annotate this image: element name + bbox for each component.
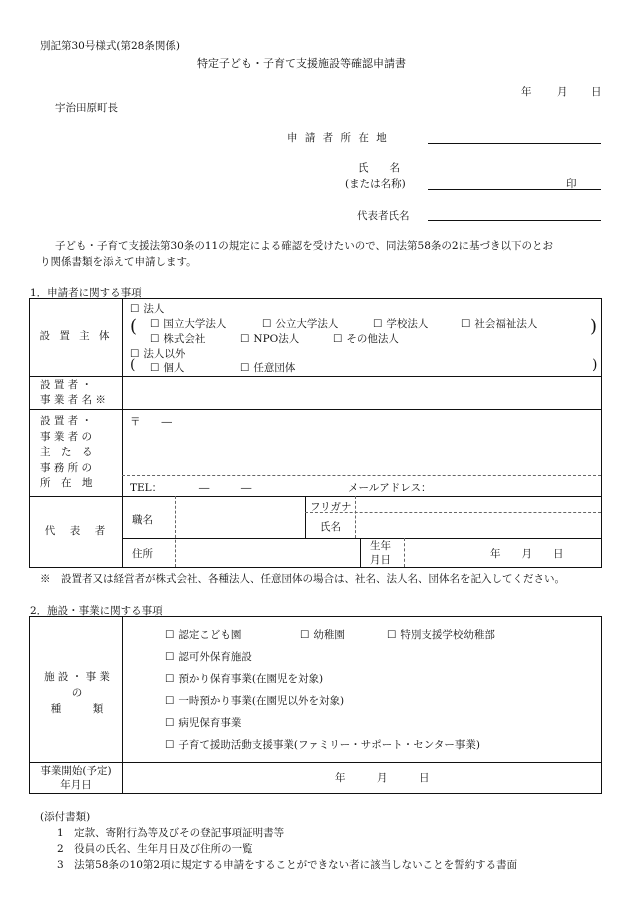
bracket-close-2: ) [592,357,598,373]
applicant-name-label-sub: (または名称) [345,178,406,190]
checkbox-other-corp[interactable]: ☐ その他法人 [333,331,399,346]
checkbox-national-univ[interactable]: ☐ 国立大学法人 [150,316,226,331]
checkbox-non-corp[interactable]: ☐ 法人以外 [130,346,185,361]
bracket-open-2: ( [130,357,136,373]
date-year: 年 [521,86,532,98]
furigana-label: フリガナ [310,501,352,513]
representative-label: 代 表 者 [44,525,108,537]
addressee: 宇治田原町長 [55,102,118,114]
page-title: 特定子ども・子育て支援施設等確認申請書 [197,57,406,70]
attachments-heading: (添付書類) [40,811,91,823]
postal-code-field[interactable]: 〒 ― [130,416,172,428]
address-label: 住所 [132,548,153,560]
attachment-item-2: 2 役員の氏名、生年月日及び住所の一覧 [57,843,253,855]
seal-mark: 印 [566,178,577,190]
checkbox-individual[interactable]: ☐ 個人 [150,360,184,375]
founder-name-label: 設 置 者 ・ 事 業 者 名 ※ [40,379,106,406]
date-month: 月 [557,86,568,98]
facility-table [29,616,602,794]
attachment-item-1: 1 定款、寄附行為等及びその登記事項証明書等 [57,827,285,839]
section2-heading: 2．施設・事業に関する事項 [30,605,163,617]
founder-name-field[interactable] [123,377,601,408]
applicant-address-field[interactable] [428,143,601,144]
checkbox-temporary-care[interactable]: ☐ 一時預かり事業(在園児以外を対象) [165,693,344,708]
applicant-name-label: 氏 名 [358,162,400,174]
birthdate-field[interactable]: 年 月 日 [490,548,564,560]
representative-name-label: 代表者氏名 [357,210,410,222]
checkbox-kindergarten[interactable]: ☐ 幼稚園 [300,627,345,642]
form-number: 別記第30号様式(第28条関係) [40,40,180,52]
checkbox-social-welfare[interactable]: ☐ 社会福祉法人 [461,316,537,331]
position-label: 職名 [132,514,153,526]
checkbox-extended-care[interactable]: ☐ 預かり保育事業(在園児を対象) [165,671,323,686]
checkbox-stock-company[interactable]: ☐ 株式会社 [150,331,205,346]
checkbox-school-corp[interactable]: ☐ 学校法人 [373,316,428,331]
representative-name-field[interactable] [428,220,601,221]
checkbox-npo[interactable]: ☐ NPO法人 [240,331,299,346]
date-day: 日 [591,86,602,98]
email-field[interactable]: メールアドレス： [348,482,432,494]
birthdate-label: 生年 月日 [370,540,391,566]
section1-heading: 1．申請者に関する事項 [30,287,142,299]
attachment-item-3: 3 法第58条の10第2項に規定する申請をすることができない者に該当しないことを誓約する書面 [57,859,518,871]
checkbox-corp[interactable]: ☐ 法人 [130,301,164,316]
start-date-field[interactable]: 年 月 日 [335,772,430,784]
checkbox-public-univ[interactable]: ☐ 公立大学法人 [262,316,338,331]
bracket-open: ( [130,316,138,337]
checkbox-special-support[interactable]: ☐ 特別支援学校幼稚部 [387,627,495,642]
checkbox-voluntary-group[interactable]: ☐ 任意団体 [240,360,295,375]
founder-label: 設 置 主 体 [39,330,113,342]
applicant-table [29,298,602,568]
start-date-label: 事業開始(予定) 年月日 [40,765,112,791]
office-address-label: 設 置 者 ・ 事 業 者 の 主 た る 事 務 所 の 所 在 地 [40,415,93,489]
checkbox-sick-child-care[interactable]: ☐ 病児保育事業 [165,715,241,730]
checkbox-unlicensed-nursery[interactable]: ☐ 認可外保育施設 [165,649,252,664]
checkbox-certified-kodomoen[interactable]: ☐ 認定こども園 [165,627,241,642]
section1-note: ※ 設置者又は経営者が株式会社、各種法人、任意団体の場合は、社名、法人名、団体名を記入してください。 [40,573,565,585]
applicant-address-label: 申 請 者 所 在 地 [287,132,389,144]
checkbox-family-support[interactable]: ☐ 子育て援助活動支援事業(ファミリー・サポート・センター事業) [165,737,480,752]
facility-type-label: 施 設 ・ 事 業 の 種 類 [44,671,110,715]
intro-line-2: り関係書類を添えて申請します。 [40,256,197,268]
intro-line-1: 子ども・子育て支援法第30条の11の規定による確認を受けたいので、同法第58条の2に基づき以下のとお [55,240,554,252]
name-label: 氏名 [320,521,341,533]
tel-field[interactable]: TEL： ― ― [130,482,252,494]
bracket-close: ) [590,316,598,337]
